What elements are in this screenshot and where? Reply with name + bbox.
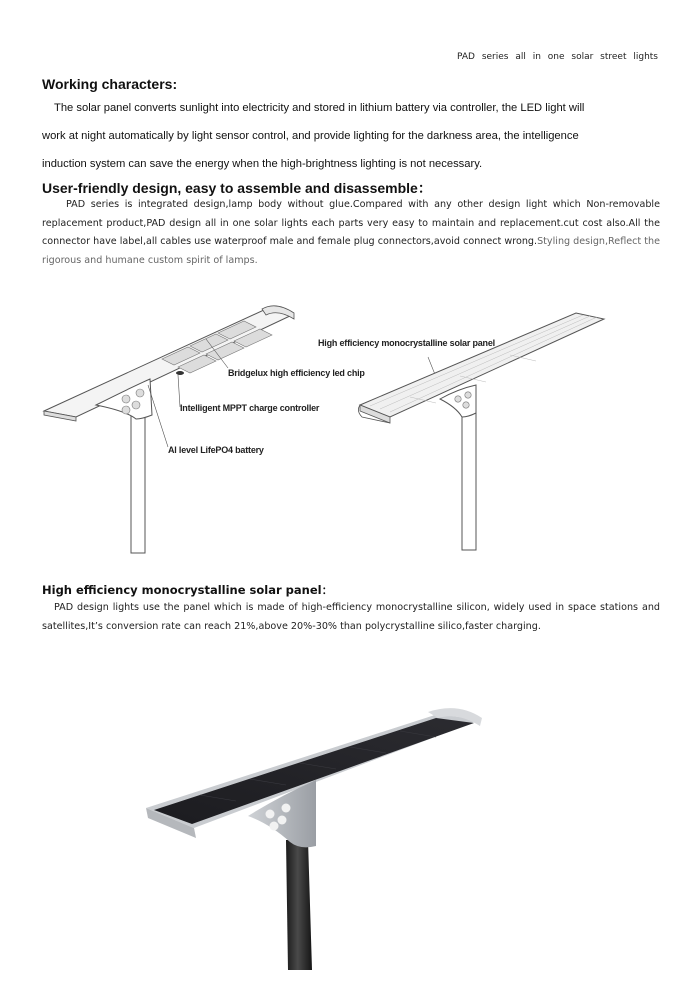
solar-panel-diagram-figure (310, 305, 610, 560)
heading-monocrystalline: High efficiency monocrystalline solar panel： (42, 583, 334, 597)
design-paragraph (42, 196, 660, 270)
monocrystalline-paragraph: PAD design lights use the panel which is made of high-efficiency monocrystalline silicon, widely used in space stations and satellites,It’s conversion rate can reach 21%,above 20%-30% than polycrystalline silico,faster charging. (42, 602, 660, 632)
working-line-2: work at night automatically by light sensor control, and provide lighting for the darkness area, the intelligence (42, 130, 579, 142)
heading-user-friendly: User-friendly design, easy to assemble and disassemble： (42, 180, 432, 196)
callout-led-chip: Bridgelux high efficiency led chip (228, 368, 365, 378)
running-title: PAD series all in one solar street lights (457, 52, 658, 62)
working-line-1: The solar panel converts sunlight into electricity and stored in lithium battery via controller, the LED light will (54, 102, 585, 114)
design-body: PAD series is integrated design,lamp body without glue.Compared with any other design light which Non-removable replacement product,PAD design all in one solar lights each parts very easy to maintain and replacement.cut cost also.All the connector have label,all cables use waterproof male and female plug connectors,avoid connect wrong. (42, 199, 660, 247)
design-body-muted: Styling design,Reflect the rigorous and humane custom spirit of lamps. (42, 236, 660, 266)
callout-controller: Intelligent MPPT charge controller (180, 403, 320, 413)
callout-battery: Al level LifePO4 battery (168, 445, 264, 455)
solar-light-photo (140, 700, 520, 975)
callout-solar-panel: High efficiency monocrystalline solar panel (318, 338, 495, 348)
heading-working-characters: Working characters: (42, 76, 178, 92)
solar-light-photo-render (140, 700, 520, 975)
working-line-3: induction system can save the energy when the high-brightness lighting is not necessary. (42, 158, 483, 170)
